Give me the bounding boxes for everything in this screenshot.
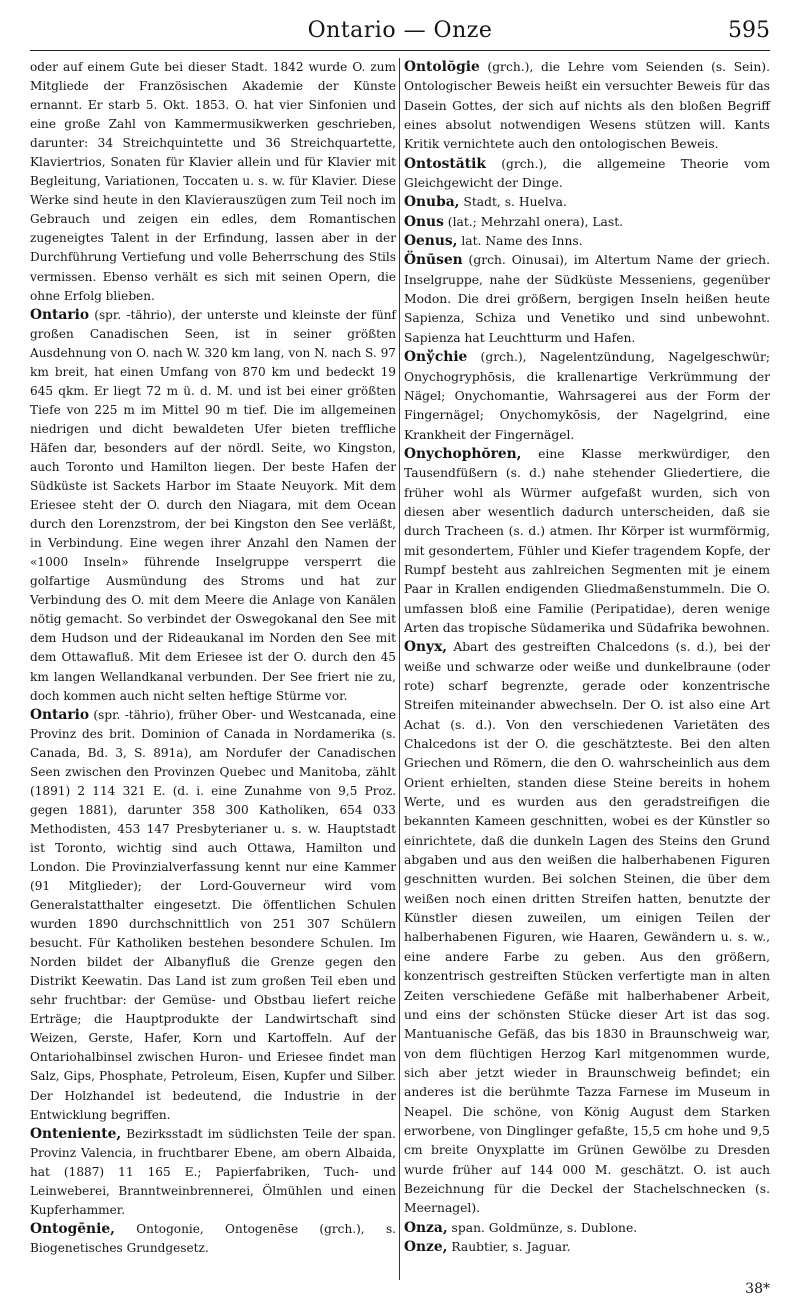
entry-text: (grch.), Nagelentzündung, Nagelgeschwür; Onychogryphōsis, die krallenartige Verkrümmung der Nägel; Onychomantie, Wahrsagerei aus der Form der Fingernägel; Onychomykōsis, der Nagelgrind, eine Krankheit der Fingernägel.	[404, 350, 770, 442]
dictionary-entry	[30, 1125, 396, 1220]
page-number: 595	[728, 18, 770, 43]
entry-text: (spr. -tährio), früher Ober- und Westcanada, eine Provinz des brit. Dominion of Canada in Nordamerika (s. Canada, Bd. 3, S. 891a), am Nordufer der Canadischen Seen zwischen den Provinzen Quebec und Manitoba, zählt (1891) 2 114 321 E. (d. i. eine Zunahme von 9,5 Proz. gegen 1881), darunter 358 300 Katholiken, 654 033 Methodisten, 453 147 Presbyterianer u. s. w. Hauptstadt ist Toronto, wichtig sind auch Ottawa, Hamilton und London. Die Provinzialverfassung kennt nur eine Kammer (91 Mitglieder); der Lord-Gouverneur wird vom Generalstatthalter eingesetzt. Die öffentlichen Schulen wurden 1890 durchschnittlich von 251 307 Schülern besucht. Für Katholiken bestehen besondere Schulen. Im Norden bildet der Albanyfluß die Grenze gegen den Distrikt Keewatin. Das Land ist zum großen Teil eben und sehr fruchtbar: der Gemüse- und Obstbau liefert reiche Erträge; die Hauptprodukte der Landwirtschaft sind Weizen, Gerste, Hafer, Korn und Kartoffeln. Auf der Ontariohalbinsel zwischen Huron- und Eriesee findet man Salz, Gips, Phosphate, Petroleum, Eisen, Kupfer und Silber. Der Holzhandel ist bedeutend, die Industrie in der Entwicklung begriffen.	[30, 707, 396, 1122]
dictionary-entry	[404, 1219, 770, 1238]
dictionary-entry	[404, 155, 770, 194]
right-column	[404, 58, 770, 1257]
column-divider	[399, 58, 400, 1280]
dictionary-entry	[404, 232, 770, 251]
signature-mark: 38*	[745, 1281, 770, 1297]
entry-text: Stadt, s. Huelva.	[459, 195, 567, 210]
entry-text: (grch.), die allgemeine Theorie vom Gleichgewicht der Dinge.	[404, 156, 770, 191]
entry-text: Abart des gestreiften Chalcedons (s. d.), bei der weiße und schwarze oder weiße und dunkelbraune (oder rote) scharf begrenzte, gerade oder konzentrische Streifen miteinander abwechseln. Der O. ist also eine Art Achat (s. d.). Von den verschiedenen Varietäten des Chalcedons ist der O. die geschätzteste. Bei den alten Griechen und Römern, die den O. wahrscheinlich aus dem Orient erhielten, standen diese Steine bereits in hohem Werte, und es wurden aus den geradstreifigen die bekannten Kameen geschnitten, wobei es der Künstler so einrichtete, daß die dunkeln Lagen des Steins den Grund abgaben und aus den weißen die halberhabenen Figuren geschnitten wurden. Bei solchen Steinen, die über dem weißen noch einen dritten Streifen hatten, benutzte der Künstler diesen zuweilen, um einigen Teilen der halberhabenen Figuren, wie Haaren, Gewändern u. s. w., eine andere Farbe zu geben. Aus den größern, konzentrisch gestreiften Stücken verfertigte man in alten Zeiten verschiedene Gefäße mit halberhabener Arbeit, und eins der schönsten Stücke dieser Art ist das sog. Mantuanische Gefäß, das bis 1830 in Braunschweig war, von dem flüchtigen Herzog Karl mitgenommen wurde, sich aber jetzt wieder in Braunschweig befindet; ein anderes ist die berühmte Tazza Farnese im Museum in Neapel. Die schöne, von König August dem Starken erworbene, von Dinglinger gefaßte, 15,5 cm hohe und 9,5 cm breite Onyxplatte im Grünen Gewölbe zu Dresden wurde früher auf 144 000 M. geschätzt. O. ist auch Bezeichnung für die Deckel der Stachelschnecken (s. Meernagel).	[404, 640, 770, 1216]
entry-headword: Önūsen	[404, 252, 463, 269]
header-rule	[30, 50, 770, 51]
dictionary-entry	[30, 58, 396, 306]
entry-headword: Onteniente,	[30, 1125, 122, 1142]
entry-headword: Oenus,	[404, 233, 458, 250]
entry-text: eine Klasse merkwürdiger, den Tausendfüßern (s. d.) nahe stehender Gliedertiere, die früher wohl als Würmer aufgefaßt wurden, sich von diesen aber wesentlich dadurch unterscheiden, daß sie durch Tracheen (s. d.) atmen. Ihr Körper ist wurmförmig, mit gesondertem, Fühler und Kiefer tragendem Kopfe, der Rumpf besteht aus zahlreichen Segmenten mit je einem Paar in Krallen endigenden Gliedmaßenstummeln. Die O. umfassen bloß eine Familie (Peripatidae), deren wenige Arten das tropische Südamerika und Südafrika bewohnen.	[404, 446, 770, 635]
dictionary-entry	[404, 251, 770, 348]
dictionary-entry	[404, 348, 770, 445]
entry-headword: Onus	[404, 213, 444, 230]
entry-headword: Onychophŏren,	[404, 445, 522, 462]
entry-text: span. Goldmünze, s. Dublone.	[447, 1220, 638, 1235]
dictionary-entry	[404, 445, 770, 638]
left-column	[30, 58, 396, 1258]
dictionary-entry	[404, 213, 770, 232]
entry-text: Ontogonie, Ontogenēse (grch.), s. Biogenetisches Grundgesetz.	[30, 1221, 396, 1255]
entry-headword: Ontolŏgie	[404, 59, 480, 75]
entry-text: Bezirksstadt im südlichsten Teile der span. Provinz Valencia, in fruchtbarer Ebene, am obern Albaida, hat (1887) 11 165 E.; Papierfabriken, Tuch- und Leinweberei, Branntweinbrennerei, Ölmühlen und einen Kupferhammer.	[30, 1126, 396, 1217]
entry-text: Raubtier, s. Jaguar.	[447, 1239, 571, 1254]
entry-headword: Onyx,	[404, 639, 448, 656]
entry-headword: Onўchie	[404, 349, 468, 366]
entry-text: (grch.), die Lehre vom Seienden (s. Sein). Ontologischer Beweis heißt ein versuchter Beweis für das Dasein Gottes, der sich auf nichts als den bloßen Begriff eines absolut notwendigen Wesens stützen will. Kants Kritik vernichtete auch den ontologischen Beweis.	[404, 60, 770, 152]
dictionary-entry	[404, 638, 770, 1218]
entry-headword: Ontogēnie,	[30, 1220, 115, 1237]
entry-headword: Onuba,	[404, 194, 460, 211]
entry-text: (grch. Oinusai), im Altertum Name der griech. Inselgruppe, nahe der Südküste Messeniens, gegenüber Modon. Die drei größern, bergigen Inseln heißen heute Sapienza, Schiza und Venetiko und sind unbewohnt. Sapienza hat Leuchtturm und Hafen.	[404, 253, 770, 345]
entry-text: (spr. -tährio), der unterste und kleinste der fünf großen Canadischen Seen, ist in seiner größten Ausdehnung von O. nach W. 320 km lang, von N. nach S. 97 km breit, hat einen Umfang von 870 km und bedeckt 19 645 qkm. Er liegt 72 m ü. d. M. und ist bei einer größten Tiefe von 225 m im Mittel 90 m tief. Die im allgemeinen niedrigen und dicht bewaldeten Ufer bieten treffliche Häfen dar, besonders auf der nördl. Seite, wo Kingston, auch Toronto und Hamilton liegen. Der beste Hafen der Südküste ist Sackets Harbor im Staate Neuyork. Mit dem Eriesee steht der O. durch den Niagara, mit dem Ocean durch den Lorenzstrom, der bei Kingston den See verläßt, in Verbindung. Eine wegen ihrer Anzahl den Namen der «1000 Inseln» führende Inselgruppe versperrt die golfartige Ausmündung des Stroms und hat zur Verbindung des O. mit dem Meere die Anlage von Kanälen nötig gemacht. So verbindet der Oswegokanal den See mit dem Hudson und der Rideaukanal im Norden den See mit dem Ottawafluß. Mit dem Eriesee ist der O. durch den 45 km langen Wellandkanal verbunden. Der See friert nie zu, doch kommen auch nicht selten heftige Stürme vor.	[30, 307, 396, 703]
dictionary-entry	[404, 193, 770, 212]
dictionary-entry	[30, 306, 396, 706]
dictionary-entry	[30, 706, 396, 1125]
dictionary-entry	[404, 58, 770, 155]
dictionary-entry	[404, 1238, 770, 1257]
entry-headword: Onza,	[404, 1219, 448, 1236]
page-header	[30, 14, 770, 50]
entry-headword: Ontostătik	[404, 155, 486, 172]
entry-text: lat. Name des Inns.	[457, 234, 583, 249]
entry-text: (lat.; Mehrzahl onera), Last.	[443, 214, 624, 229]
entry-headword: Ontario	[30, 306, 90, 323]
entry-text: oder auf einem Gute bei dieser Stadt. 1842 wurde O. zum Mitgliede der Französischen Akademie der Künste ernannt. Er starb 5. Okt. 1853. O. hat vier Sinfonien und eine große Zahl von Kammermusikwerken geschrieben, darunter: 34 Streichquintette und 36 Streichquartette, Klaviertrios, Sonaten für Klavier allein und für Klavier mit Begleitung, Variationen, Toccaten u. s. w. für Klavier. Diese Werke sind heute in den Klavierauszügen zum Teil noch im Gebrauch und zeigen ein edles, dem Romantischen zugeneigtes Talent in der Erfindung, lassen aber in der Durchführung Vertiefung und volle Beherrschung des Stils vermissen. Ebenso verhält es sich mit seinen Opern, die ohne Erfolg blieben.	[30, 60, 396, 303]
entry-headword: Onze,	[404, 1238, 448, 1255]
entry-headword: Ontario	[30, 706, 90, 723]
dictionary-entry	[30, 1220, 396, 1258]
page-title: Ontario — Onze	[307, 18, 493, 43]
